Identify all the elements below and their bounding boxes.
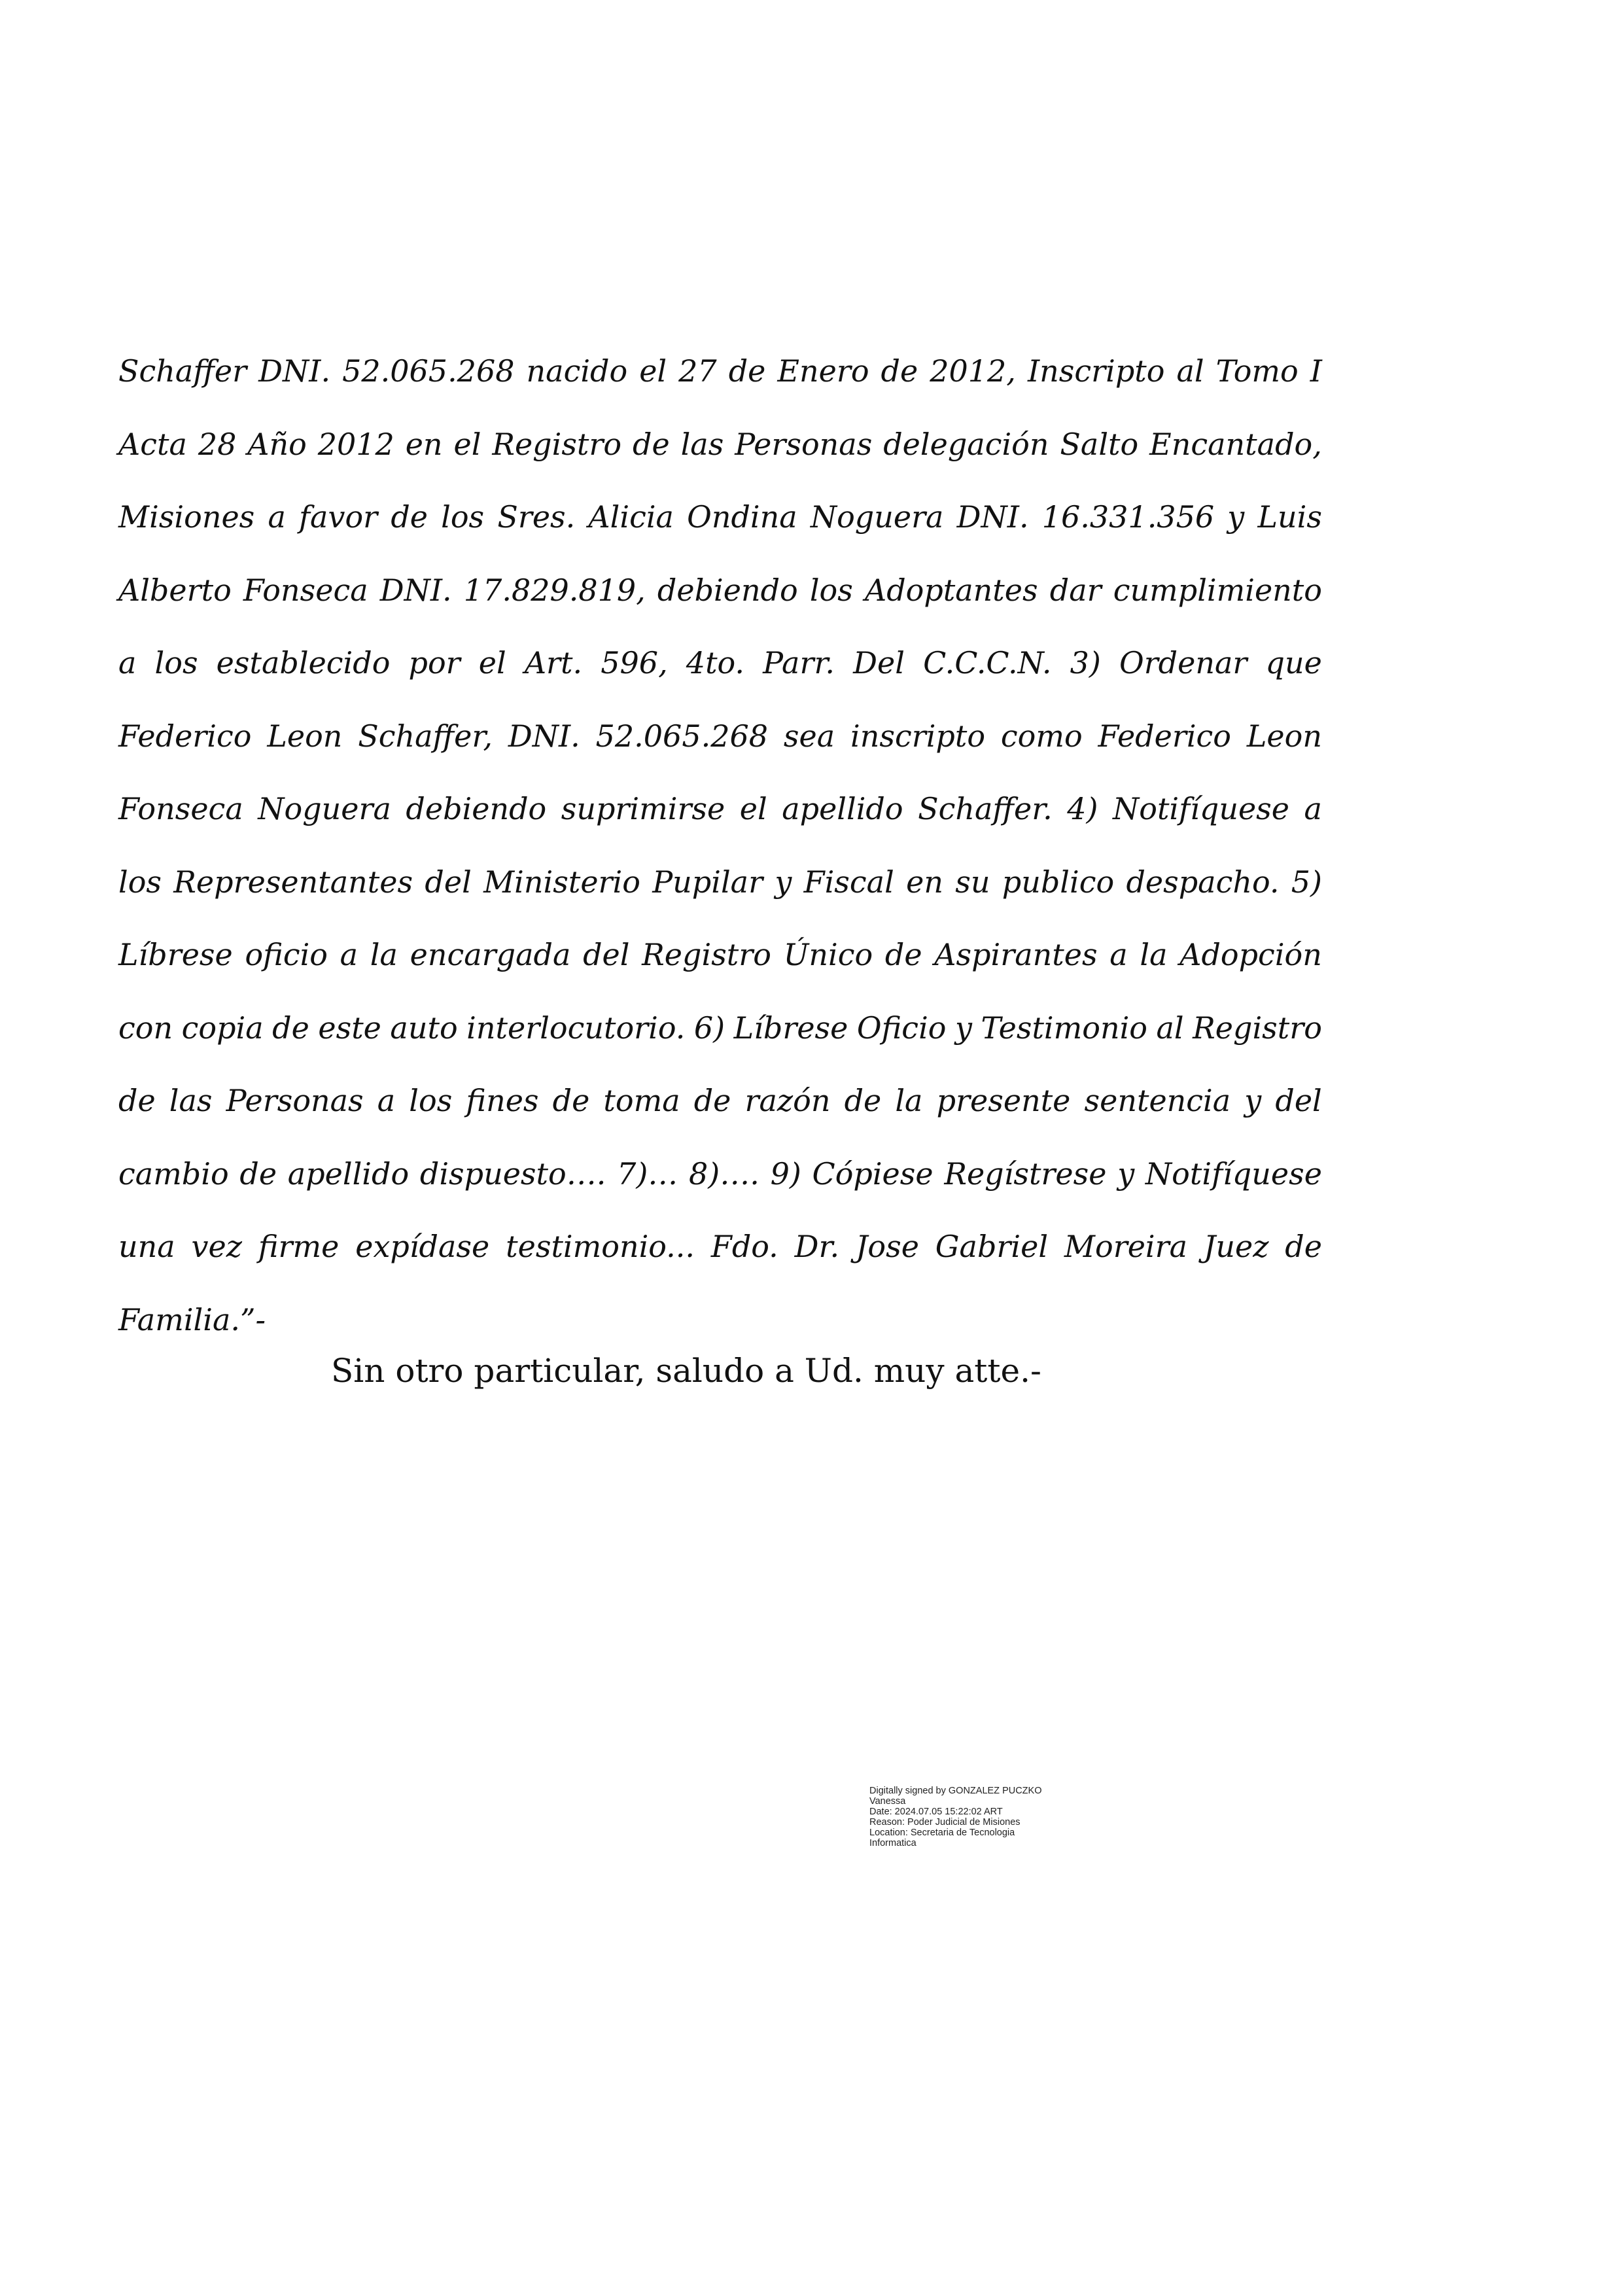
word: nacido	[526, 353, 628, 389]
word: Pupilar	[652, 864, 763, 900]
word: de	[884, 937, 922, 972]
word: Notifíquese	[1145, 1156, 1322, 1192]
word: al	[1156, 1010, 1184, 1046]
word: Único	[783, 937, 873, 972]
word: Acta	[118, 426, 187, 462]
word: 4to.	[686, 645, 745, 680]
word: Fonseca	[118, 791, 243, 826]
word: Art.	[524, 645, 583, 680]
word: de	[1285, 1229, 1322, 1264]
word: Personas	[735, 426, 873, 462]
signature-line: Digitally signed by GONZALEZ PUCZKO	[869, 1786, 1042, 1796]
word: auto	[390, 1010, 458, 1046]
word: Familia.”-	[118, 1301, 266, 1337]
word: el	[739, 791, 767, 826]
word: Encantado,	[1149, 426, 1322, 462]
word: y	[775, 864, 792, 900]
word: Salto	[1060, 426, 1139, 462]
word: delegación	[883, 426, 1049, 462]
word: DNI.	[508, 718, 580, 754]
word: del	[425, 864, 472, 900]
signature-line: Date: 2024.07.05 15:22:02 ART	[869, 1807, 1003, 1817]
word: 2012,	[930, 353, 1016, 389]
word: despacho.	[1126, 864, 1280, 900]
word: el	[639, 353, 667, 389]
signature-line: Location: Secretaria de Tecnologia	[869, 1828, 1015, 1838]
word: que	[1265, 645, 1322, 680]
word: los	[409, 1083, 453, 1118]
word: a	[1304, 791, 1322, 826]
word: fines	[466, 1083, 539, 1118]
paragraph-line	[118, 627, 1322, 700]
word: los	[118, 864, 162, 900]
word: de	[552, 1083, 590, 1118]
word: 52.065.268	[342, 353, 515, 389]
word: en	[906, 864, 943, 900]
word: Representantes	[173, 864, 413, 900]
word: Jose	[855, 1229, 919, 1264]
signature-line: Informatica	[869, 1838, 916, 1848]
word: Ondina	[687, 499, 797, 535]
word: firme	[258, 1229, 340, 1264]
word: sea	[783, 718, 835, 754]
word: Personas	[226, 1083, 364, 1118]
word: vez	[191, 1229, 242, 1264]
paragraph-line	[118, 700, 1322, 773]
word: Alberto	[118, 572, 232, 608]
word: su	[955, 864, 990, 900]
word: DNI.	[258, 353, 331, 389]
word: 52.065.268	[595, 718, 769, 754]
word: con	[118, 1010, 173, 1046]
word: cambio	[118, 1156, 229, 1192]
word: Gabriel	[935, 1229, 1049, 1264]
word: debiendo	[406, 791, 547, 826]
word: Moreira	[1064, 1229, 1188, 1264]
word: DNI.	[379, 572, 452, 608]
word: Oficio	[856, 1010, 947, 1046]
word: los	[809, 572, 853, 608]
word: suprimirse	[561, 791, 725, 826]
word: de	[272, 1010, 309, 1046]
word: a	[377, 1083, 396, 1118]
word: los	[154, 645, 198, 680]
word: el	[478, 645, 506, 680]
word: de	[693, 1083, 731, 1118]
word: Regístrese	[944, 1156, 1107, 1192]
word: la	[895, 1083, 923, 1118]
paragraph-line	[118, 1284, 1322, 1357]
word: 596,	[601, 645, 668, 680]
word: a	[268, 499, 286, 535]
digital-signature-block	[869, 1786, 1042, 1848]
word: Leon	[1246, 718, 1322, 754]
word: favor	[299, 499, 378, 535]
word: las	[169, 1083, 213, 1118]
word: Cópiese	[812, 1156, 934, 1192]
word: 4)	[1067, 791, 1098, 826]
word: 7)…	[617, 1156, 678, 1192]
word: Inscripto	[1027, 353, 1165, 389]
word: Alicia	[588, 499, 674, 535]
word: y	[954, 1010, 972, 1046]
word: encargada	[410, 937, 571, 972]
word: Notifíquese	[1113, 791, 1290, 826]
word: y	[1244, 1083, 1262, 1118]
word: oficio	[245, 937, 328, 972]
word: como	[1000, 718, 1083, 754]
word: de	[633, 426, 670, 462]
paragraph-line	[118, 1210, 1322, 1284]
word: Tomo	[1215, 353, 1299, 389]
word: expídase	[355, 1229, 490, 1264]
word: del	[1275, 1083, 1322, 1118]
word: Ordenar	[1119, 645, 1248, 680]
word: 17.829.819,	[463, 572, 646, 608]
word: a	[118, 645, 137, 680]
word: Testimonio	[981, 1010, 1147, 1046]
word: del	[583, 937, 630, 972]
word: 9)	[770, 1156, 801, 1192]
word: 28	[198, 426, 237, 462]
signature-line: Vanessa	[869, 1796, 906, 1807]
word: 8)….	[689, 1156, 759, 1192]
paragraph-line	[118, 1138, 1322, 1211]
word: Registro	[1193, 1010, 1322, 1046]
paragraph-line	[118, 1065, 1322, 1138]
word: 27	[678, 353, 717, 389]
paragraph-line	[118, 846, 1322, 919]
word: DNI.	[956, 499, 1029, 535]
word: Leon	[267, 718, 343, 754]
word: por	[408, 645, 461, 680]
word: Año	[247, 426, 307, 462]
word: la	[1140, 937, 1168, 972]
word: al	[1176, 353, 1204, 389]
word: Aspirantes	[934, 937, 1098, 972]
word: de	[118, 1083, 156, 1118]
word: dispuesto….	[419, 1156, 606, 1192]
word: copia	[181, 1010, 264, 1046]
word: a	[1109, 937, 1128, 972]
word: Del	[853, 645, 905, 680]
word: apellido	[782, 791, 903, 826]
word: una	[118, 1229, 175, 1264]
word: Noguera	[258, 791, 391, 826]
word: 3)	[1070, 645, 1101, 680]
closing-salutation: Sin otro particular, saludo a Ud. muy atte.-	[331, 1352, 1041, 1390]
word: Juez	[1203, 1229, 1269, 1264]
word: de	[728, 353, 766, 389]
word: dar	[1049, 572, 1102, 608]
word: Parr.	[763, 645, 835, 680]
word: razón	[744, 1083, 831, 1118]
word: de	[881, 353, 918, 389]
word: Schaffer,	[358, 718, 493, 754]
paragraph-line	[118, 773, 1322, 846]
word: la	[370, 937, 398, 972]
word: Noguera	[810, 499, 944, 535]
word: Líbrese	[118, 937, 233, 972]
word: Dr.	[794, 1229, 840, 1264]
paragraph-line	[118, 554, 1322, 627]
word: Ministerio	[483, 864, 640, 900]
word: inscripto	[850, 718, 986, 754]
word: 16.331.356	[1041, 499, 1215, 535]
word: establecido	[216, 645, 391, 680]
word: y	[1117, 1156, 1135, 1192]
paragraph-line	[118, 919, 1322, 992]
word: las	[680, 426, 724, 462]
resolution-paragraph	[118, 335, 1322, 1356]
word: 2012	[317, 426, 394, 462]
word: Fonseca	[243, 572, 368, 608]
paragraph-line	[118, 408, 1322, 482]
word: el	[453, 426, 481, 462]
word: este	[318, 1010, 381, 1046]
word: sentencia	[1084, 1083, 1231, 1118]
word: los	[441, 499, 485, 535]
word: de	[239, 1156, 277, 1192]
paragraph-line	[118, 481, 1322, 554]
signature-line: Reason: Poder Judicial de Misiones	[869, 1817, 1021, 1828]
word: Luis	[1257, 499, 1322, 535]
word: presente	[936, 1083, 1071, 1118]
paragraph-line	[118, 992, 1322, 1065]
word: Federico	[118, 718, 252, 754]
word: toma	[603, 1083, 680, 1118]
word: Registro	[492, 426, 622, 462]
word: Enero	[777, 353, 869, 389]
word: apellido	[287, 1156, 410, 1192]
word: debiendo	[657, 572, 798, 608]
word: Adopción	[1179, 937, 1322, 972]
word: Registro	[642, 937, 771, 972]
word: Federico	[1098, 718, 1231, 754]
word: Misiones	[118, 499, 255, 535]
word: Schaffer.	[918, 791, 1053, 826]
word: en	[405, 426, 443, 462]
word: Adoptantes	[864, 572, 1038, 608]
word: I	[1310, 353, 1322, 389]
word: Sres.	[497, 499, 576, 535]
paragraph-line	[118, 335, 1322, 408]
word: Schaffer	[118, 353, 247, 389]
word: Fiscal	[803, 864, 894, 900]
word: cumplimiento	[1113, 572, 1322, 608]
word: 5)	[1291, 864, 1322, 900]
word: Fdo.	[710, 1229, 778, 1264]
word: de	[844, 1083, 882, 1118]
word: 6)	[693, 1010, 725, 1046]
word: C.C.C.N.	[923, 645, 1052, 680]
word: a	[340, 937, 358, 972]
word: interlocutorio.	[466, 1010, 686, 1046]
word: y	[1227, 499, 1245, 535]
word: de	[391, 499, 428, 535]
word: Líbrese	[733, 1010, 848, 1046]
word: publico	[1002, 864, 1115, 900]
word: testimonio...	[506, 1229, 695, 1264]
